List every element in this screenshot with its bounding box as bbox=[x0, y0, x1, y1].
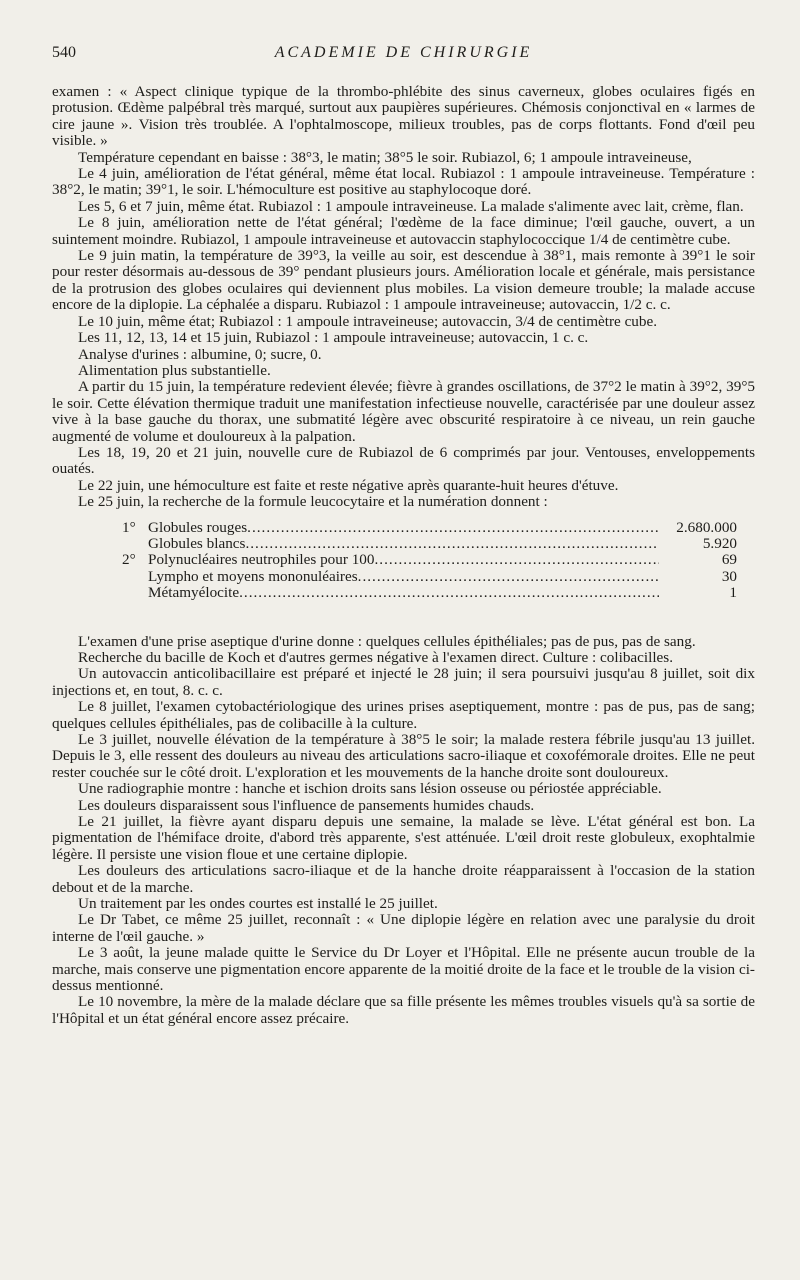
paragraph: Le 21 juillet, la fièvre ayant disparu depuis une semaine, la malade se lève. L'état général est bon. La pigmentation de l'hémiface droite, d'abord très apparente, s'est atténuée. L'œil droit reste globuleux, exophtalmie légère. Il persiste une vision floue et une certaine diplopie. bbox=[52, 812, 755, 863]
leader-dots bbox=[358, 569, 659, 585]
paragraph: Température cependant en baisse : 38°3, le matin; 38°5 le soir. Rubiazol, 6; 1 ampoule intraveineuse, bbox=[78, 148, 692, 166]
table-row bbox=[122, 569, 737, 585]
row-number: 1° bbox=[122, 518, 136, 536]
leader-dots bbox=[375, 552, 660, 568]
paragraph: A partir du 15 juin, la température redevient élevée; fièvre à grandes oscillations, de 37°2 le matin à 39°2, 39°5 le soir. Cette élévation thermique traduit une manifestation infectieuse nouvelle, caractérisée par une douleur assez vive à la base gauche du thorax, une submatité légère avec obscurité respiratoire à ce niveau, un rein gauche augmenté de volume et douloureux à la palpation. bbox=[52, 378, 755, 445]
leader-dots bbox=[239, 585, 659, 601]
table-spacer bbox=[52, 612, 755, 634]
paragraph: Un autovaccin anticolibacillaire est préparé et injecté le 28 juin; il sera poursuivi jusqu'au 8 juillet, soit dix injections et, en tout, 8. c. c. bbox=[52, 665, 755, 699]
paragraph: Les 11, 12, 13, 14 et 15 juin, Rubiazol : 1 ampoule intraveineuse; autovaccin, 1 c. c. bbox=[78, 329, 589, 347]
table-row bbox=[122, 536, 737, 552]
row-value: 30 bbox=[721, 567, 737, 585]
paragraph: Le 8 juin, amélioration nette de l'état général; l'œdème de la face diminue; l'œil gauche, ouvert, a un suintement moindre. Rubiazol, 1 ampoule intraveineuse et autovaccin staphylococcique 1/4 de centimètre cube. bbox=[52, 214, 755, 248]
paragraph: Analyse d'urines : albumine, 0; sucre, 0. bbox=[78, 345, 322, 363]
paragraph: Une radiographie montre : hanche et ischion droits sans lésion osseuse ou périostée appréciable. bbox=[78, 780, 662, 798]
row-number: 2° bbox=[122, 551, 136, 569]
paragraph: Les douleurs des articulations sacro-iliaque et de la hanche droite réapparaissent à l'occasion de la station debout et de la marche. bbox=[52, 862, 755, 896]
paragraph: Le 25 juin, la recherche de la formule leucocytaire et la numération donnent : bbox=[78, 493, 548, 511]
paragraph: Un traitement par les ondes courtes est installé le 25 juillet. bbox=[78, 895, 438, 913]
row-value: 69 bbox=[721, 551, 737, 569]
row-value: 1 bbox=[729, 584, 737, 602]
paragraph: Le 10 juin, même état; Rubiazol : 1 ampoule intraveineuse; autovaccin, 3/4 de centimètre cube. bbox=[78, 312, 658, 330]
table-row bbox=[122, 552, 737, 568]
paragraph: examen : « Aspect clinique typique de la thrombo-phlébite des sinus caverneux, globes oculaires figés en protusion. Œdème palpébral très marqué, surtout aux paupières supérieures. Chémosis conjonctival en « larmes de cire jaune ». Vision très troublée. A l'ophtalmoscope, milieux troubles, pas de corps flottants. Fond d'œil peu visible. » bbox=[52, 83, 755, 150]
paragraph: Le 9 juin matin, la température de 39°3, la veille au soir, est descendue à 38°1, mais remonte à 39°1 le soir pour rester désormais au-dessous de 39° pendant plusieurs jours. Amélioration locale et générale, mais persistance de la protrusion des globes oculaires qui deviennent plus mobiles. La vision demeure trouble; la malade accuse encore de la diplopie. La céphalée a disparu. Rubiazol : 1 ampoule intraveineuse; autovaccin, 1/2 c. c. bbox=[52, 247, 755, 314]
paragraphs-before-table bbox=[52, 84, 755, 511]
running-title: ACADEMIE DE CHIRURGIE bbox=[274, 44, 533, 61]
row-value: 2.680.000 bbox=[676, 518, 737, 536]
paragraph: L'examen d'une prise aseptique d'urine donne : quelques cellules épithéliales; pas de pus, pas de sang. bbox=[78, 632, 696, 650]
row-label: Globules rouges bbox=[148, 518, 248, 536]
leader-dots bbox=[247, 520, 659, 536]
paragraph: Alimentation plus substantielle. bbox=[78, 361, 271, 379]
paragraph: Le 4 juin, amélioration de l'état général, même état local. Rubiazol : 1 ampoule intraveineuse. Température : 38°2, le matin; 39°1, le soir. L'hémoculture est positive au staphylocoque doré. bbox=[52, 165, 755, 199]
row-value: 5.920 bbox=[702, 534, 737, 552]
row-label: Globules blancs bbox=[148, 534, 246, 552]
paragraphs-after-table bbox=[52, 634, 755, 1028]
paragraph: Le 22 juin, une hémoculture est faite et reste négative après quarante-huit heures d'étuve. bbox=[78, 476, 619, 494]
page-number: 540 bbox=[52, 44, 76, 61]
table-row bbox=[122, 520, 737, 536]
row-label: Polynucléaires neutrophiles pour 100 bbox=[148, 551, 375, 569]
paragraph: Les douleurs disparaissent sous l'influence de pansements humides chauds. bbox=[78, 796, 535, 814]
leader-dots bbox=[245, 536, 659, 552]
paragraph: Le 3 juillet, nouvelle élévation de la température à 38°5 le soir; la malade restera fébrile jusqu'au 13 juillet. Depuis le 3, elle ressent des douleurs au niveau des articulations sacro-iliaque et coxofémorale droites. Elle ne peut rester couchée sur le côté droit. L'exploration et les mouvements de la hanche droite sont douloureux. bbox=[52, 730, 755, 781]
paragraph: Recherche du bacille de Koch et d'autres germes négative à l'examen direct. Culture : colibacilles. bbox=[78, 648, 674, 666]
table-row bbox=[122, 585, 737, 601]
paragraph: Le 3 août, la jeune malade quitte le Service du Dr Loyer et l'Hôpital. Elle ne présente aucun trouble de la marche, mais conserve une pigmentation encore apparente de la moitié droite de la face et le trouble de la vision ci-dessus mentionné. bbox=[52, 944, 755, 995]
paragraph: Le Dr Tabet, ce même 25 juillet, reconnaît : « Une diplopie légère en relation avec une paralysie du droit interne de l'œil gauche. » bbox=[52, 911, 755, 945]
row-label: Métamyélocite bbox=[148, 584, 240, 602]
body-text bbox=[52, 84, 755, 1027]
blood-count-table bbox=[122, 520, 737, 602]
paragraph: Le 8 juillet, l'examen cytobactériologique des urines prises aseptiquement, montre : pas de pus, pas de sang; quelques cellules épithéliales, pas de colibacille à la culture. bbox=[52, 698, 755, 732]
paragraph: Les 5, 6 et 7 juin, même état. Rubiazol : 1 ampoule intraveineuse. La malade s'alimente avec lait, crème, flan. bbox=[78, 197, 744, 215]
paragraph: Les 18, 19, 20 et 21 juin, nouvelle cure de Rubiazol de 6 comprimés par jour. Ventouses, enveloppements ouatés. bbox=[52, 443, 755, 478]
page-header bbox=[52, 44, 755, 66]
row-label: Lympho et moyens mononuléaires bbox=[148, 567, 358, 585]
paragraph: Le 10 novembre, la mère de la malade déclare que sa fille présente les mêmes troubles visuels qu'à sa sortie de l'Hôpital et un état général encore assez précaire. bbox=[52, 993, 755, 1027]
